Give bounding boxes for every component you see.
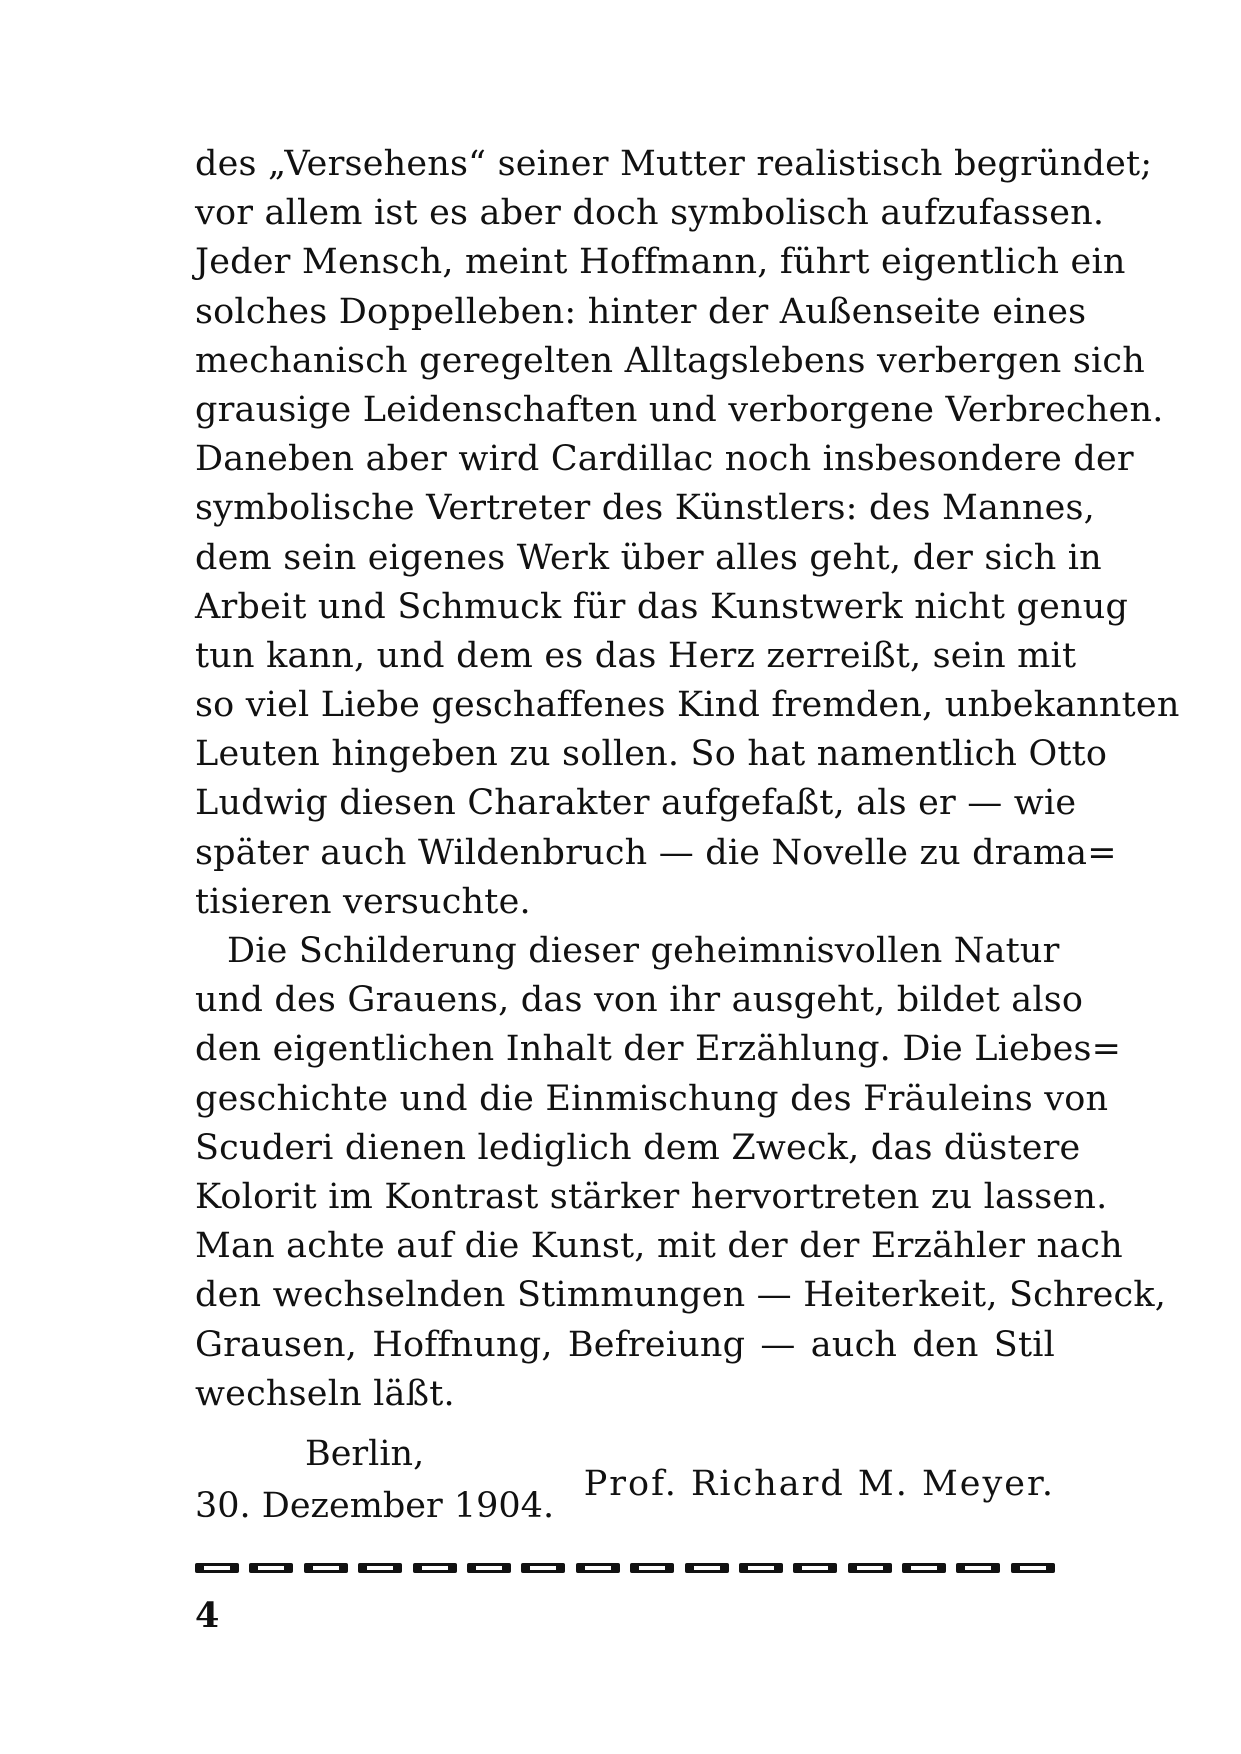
text-line: den eigentlichen Inhalt der Erzählung. Die Liebes= [195, 1029, 1122, 1070]
text-line: Die Schilderung dieser geheimnisvollen Natur [227, 931, 1060, 971]
ornament-glyph [685, 1560, 729, 1576]
text-line: Ludwig diesen Charakter aufgefaßt, als er — wie [195, 783, 1077, 824]
text-line: mechanisch geregelten Alltagslebens verbergen sich [195, 340, 1145, 381]
ornament-glyph [793, 1560, 837, 1576]
text-line: tisieren versuchte. [195, 881, 531, 922]
text-line: dem sein eigenes Werk über alles geht, der sich in [195, 537, 1102, 578]
text-line: Daneben aber wird Cardillac noch insbesondere der [195, 439, 1134, 480]
ornament-glyph [467, 1560, 511, 1576]
text-line: Jeder Mensch, meint Hoffmann, führt eigentlich ein [195, 242, 1126, 283]
text-line: tun kann, und dem es das Herz zerreißt, sein mit [195, 635, 1077, 676]
text-line: so viel Liebe geschaffenes Kind fremden, unbekannten [195, 685, 1180, 726]
text-line: und des Grauens, das von ihr ausgeht, bildet also [195, 980, 1084, 1021]
ornamental-rule [195, 1560, 1055, 1584]
ornament-glyph [1011, 1560, 1055, 1576]
signoff [195, 1430, 1055, 1540]
ornament-glyph [630, 1560, 674, 1576]
text-line: geschichte und die Einmischung des Fräuleins von [195, 1078, 1109, 1119]
text-line: solches Doppelleben: hinter der Außenseite eines [195, 291, 1087, 332]
text-line: später auch Wildenbruch — die Novelle zu drama= [195, 832, 1117, 873]
text-line: vor allem ist es aber doch symbolisch aufzufassen. [195, 193, 1105, 234]
text-line: Scuderi dienen lediglich dem Zweck, das düstere [195, 1127, 1081, 1168]
ornament-glyph [848, 1560, 892, 1576]
signoff-author: Prof. Richard M. Meyer. [583, 1464, 1055, 1504]
ornament-glyph [358, 1560, 402, 1576]
page-number: 4 [195, 1595, 220, 1636]
text-line: wechseln läßt. [195, 1373, 455, 1414]
ornament-glyph [249, 1560, 293, 1576]
ornament-glyph [304, 1560, 348, 1576]
text-line: grausige Leidenschaften und verborgene Verbrechen. [195, 389, 1164, 430]
ornament-glyph [902, 1560, 946, 1576]
text-line: Arbeit und Schmuck für das Kunstwerk nicht genug [195, 586, 1129, 627]
text-line: Leuten hingeben zu sollen. So hat namentlich Otto [195, 734, 1108, 775]
ornament-glyph [739, 1560, 783, 1576]
ornament-glyph [413, 1560, 457, 1576]
body-text [195, 140, 1180, 1419]
text-line: des „Versehens“ seiner Mutter realistisch begründet; [195, 144, 1153, 184]
text-line: Man achte auf die Kunst, mit der der Erzähler nach [195, 1226, 1123, 1267]
text-line: den wechselnden Stimmungen — Heiterkeit, Schreck, [195, 1275, 1167, 1316]
signoff-place: Berlin, [305, 1434, 425, 1474]
ornament-glyph [576, 1560, 620, 1576]
ornament-glyph [521, 1560, 565, 1576]
text-line: Kolorit im Kontrast stärker hervortreten zu lassen. [195, 1176, 1108, 1217]
ornament-glyph [956, 1560, 1000, 1576]
text-line: symbolische Vertreter des Künstlers: des Mannes, [195, 488, 1095, 529]
signoff-date: 30. Dezember 1904. [195, 1486, 555, 1526]
ornament-glyph [195, 1560, 239, 1576]
text-line: Grausen, Hoffnung, Befreiung — auch den Stil [195, 1324, 1055, 1365]
